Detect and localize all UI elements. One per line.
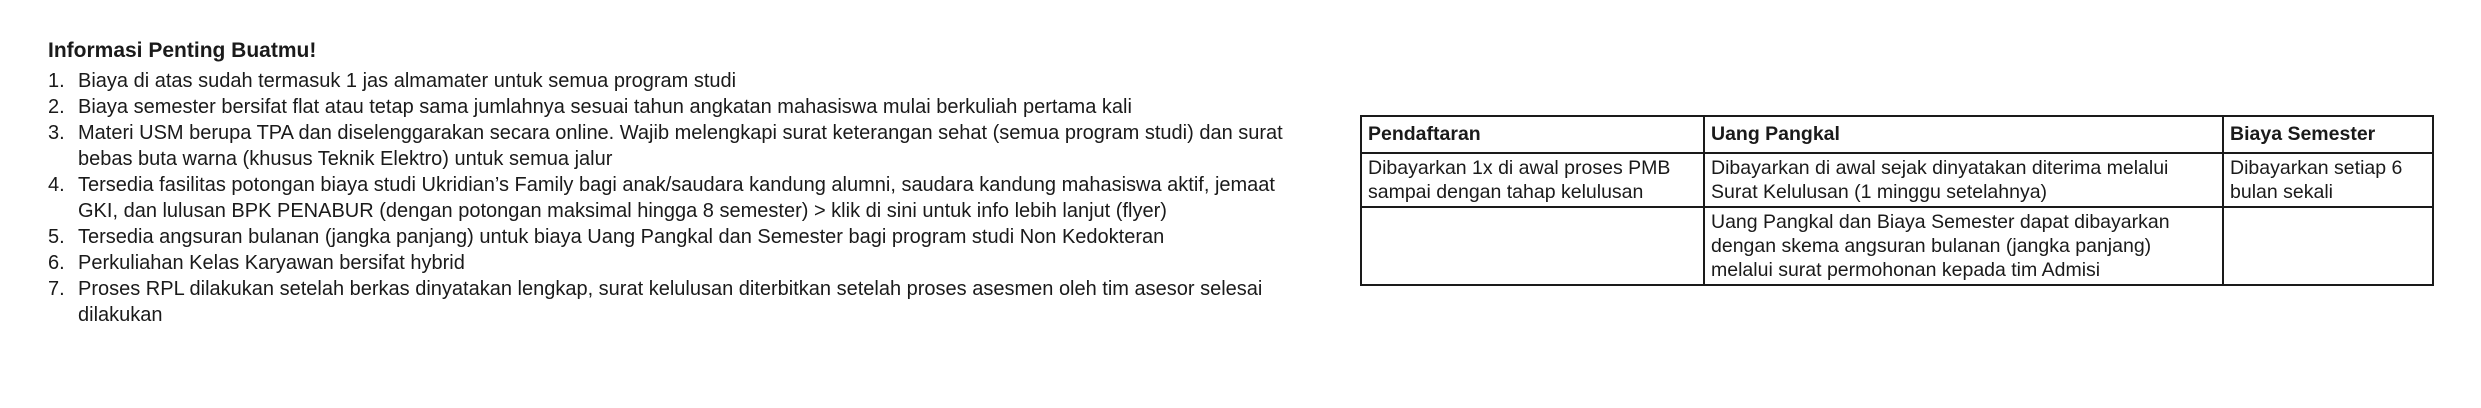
list-item [48, 94, 1288, 120]
list-number: 3. [48, 122, 65, 144]
important-info-section [48, 36, 1288, 328]
table-cell: Dibayarkan setiap 6 bulan sekali [2223, 153, 2433, 207]
list-text: Tersedia angsuran bulanan (jangka panjang) untuk biaya Uang Pangkal dan Semester bagi program studi Non Kedokteran [78, 226, 1165, 248]
list-item [48, 120, 1288, 172]
list-text: Proses RPL dilakukan setelah berkas dinyatakan lengkap, surat kelulusan diterbitkan setelah proses asesmen oleh tim asesor selesai dilakukan [78, 278, 1263, 326]
table-cell: Dibayarkan di awal sejak dinyatakan diterima melalui Surat Kelulusan (1 minggu setelahnya) [1704, 153, 2223, 207]
info-title: Informasi Penting Buatmu! [48, 39, 317, 62]
list-number: 5. [48, 226, 65, 248]
info-list [48, 68, 1288, 328]
list-number: 1. [48, 70, 65, 92]
list-number: 2. [48, 96, 65, 118]
list-item [48, 68, 1288, 94]
table-header-row [1361, 116, 2433, 153]
header-uang-pangkal: Uang Pangkal [1704, 116, 2223, 153]
list-number: 4. [48, 174, 65, 196]
list-number: 7. [48, 278, 65, 300]
table-row [1361, 153, 2433, 207]
list-text: Materi USM berupa TPA dan diselenggarakan secara online. Wajib melengkapi surat keterangan sehat (semua program studi) dan surat bebas buta warna (khusus Teknik Elektro) untuk semua jalur [78, 122, 1283, 170]
list-item [48, 250, 1288, 276]
table-row [1361, 207, 2433, 285]
list-text-with-link[interactable]: Tersedia fasilitas potongan biaya studi Ukridian’s Family bagi anak/saudara kandung alumni, saudara kandung mahasiswa aktif, jemaat GKI, dan lulusan BPK PENABUR (dengan potongan maksimal hingga 8 semester) > klik di sini untuk info lebih lanjut (flyer) [78, 174, 1275, 222]
list-item [48, 224, 1288, 250]
list-text: Biaya semester bersifat flat atau tetap sama jumlahnya sesuai tahun angkatan mahasiswa mulai berkuliah pertama kali [78, 96, 1132, 118]
table-cell [2223, 207, 2433, 285]
table-cell: Dibayarkan 1x di awal proses PMB sampai dengan tahap kelulusan [1361, 153, 1704, 207]
table-cell [1361, 207, 1704, 285]
table-cell: Uang Pangkal dan Biaya Semester dapat dibayarkan dengan skema angsuran bulanan (jangka panjang) melalui surat permohonan kepada tim Admisi [1704, 207, 2223, 285]
list-text: Perkuliahan Kelas Karyawan bersifat hybrid [78, 252, 465, 274]
list-text: Biaya di atas sudah termasuk 1 jas almamater untuk semua program studi [78, 70, 737, 92]
header-biaya-semester: Biaya Semester [2223, 116, 2433, 153]
list-number: 6. [48, 252, 65, 274]
payment-schedule-table [1360, 115, 2434, 286]
header-pendaftaran: Pendaftaran [1361, 116, 1704, 153]
list-item [48, 172, 1288, 224]
list-item [48, 276, 1288, 328]
